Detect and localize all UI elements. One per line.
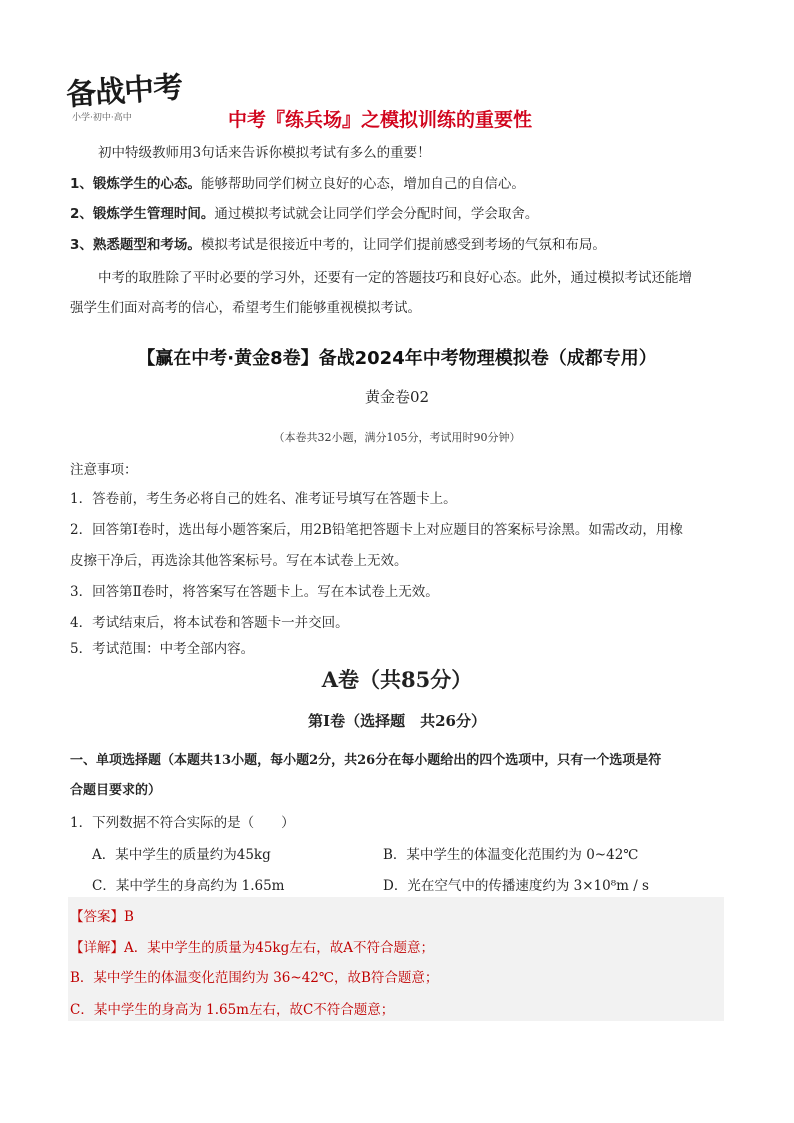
answer-label: 【答案】B xyxy=(70,909,134,925)
point-2 xyxy=(70,203,730,225)
section-i-heading: 第Ⅰ卷（选择题 共26分） xyxy=(308,712,486,730)
option-a: A．某中学生的质量约为45kg xyxy=(92,847,271,863)
point-3-text: 模拟考试是很接近中考的，让同学们提前感受到考场的气氛和布局。 xyxy=(200,237,606,253)
notice-1: 1．答卷前，考生务必将自己的姓名、准考证号填写在答题卡上。 xyxy=(70,491,457,507)
point-1-label: 1、锻炼学生的心态。 xyxy=(70,176,201,192)
notice-2: 2．回答第Ⅰ卷时，选出每小题答案后，用2B铅笔把答题卡上对应题目的答案标号涂黑。如需改动，用橡 xyxy=(70,522,683,538)
logo xyxy=(66,66,220,128)
option-d: D．光在空气中的传播速度约为 3×10⁸m / s xyxy=(383,878,649,894)
exam-title: 【赢在中考·黄金8卷】备战2024年中考物理模拟卷（成都专用） xyxy=(137,348,657,369)
point-2-text: 通过模拟考试就会让同学们学会分配时间，学会取舍。 xyxy=(214,206,539,222)
point-2-label: 2、锻炼学生管理时间。 xyxy=(70,206,215,222)
section-a-heading: A卷（共85分） xyxy=(321,667,473,692)
point-3 xyxy=(70,234,730,256)
logo-text: 备战中考 xyxy=(65,69,184,113)
point-3-label: 3、熟悉题型和考场。 xyxy=(70,237,201,253)
notice-heading: 注意事项： xyxy=(70,462,138,478)
detail-line-2: B．某中学生的体温变化范围约为 36~42℃，故B符合题意； xyxy=(70,970,439,986)
question-1: 1．下列数据不符合实际的是（ ） xyxy=(70,815,295,831)
part-heading-2: 合题目要求的） xyxy=(70,783,162,798)
notice-3: 3．回答第Ⅱ卷时，将答案写在答题卡上。写在本试卷上无效。 xyxy=(70,584,439,600)
intro-text: 初中特级教师用3句话来告诉你模拟考试有多么的重要！ xyxy=(98,145,431,161)
option-b: B．某中学生的体温变化范围约为 0~42℃ xyxy=(383,847,639,863)
part-heading-1: 一、单项选择题（本题共13小题，每小题2分，共26分在每小题给出的四个选项中，只有一个选项是符 xyxy=(70,753,662,768)
detail-line-3: C．某中学生的身高为 1.65m左右，故C不符合题意； xyxy=(70,1002,395,1018)
exam-subtitle: 黄金卷02 xyxy=(364,388,430,406)
point-1-text: 能够帮助同学们树立良好的心态，增加自己的自信心。 xyxy=(200,176,525,192)
banner-title: 中考『练兵场』之模拟训练的重要性 xyxy=(228,109,533,131)
detail-line-1: 【详解】A．某中学生的质量为45kg左右，故A不符合题意； xyxy=(70,940,434,956)
conclusion-line-1: 中考的取胜除了平时必要的学习外，还要有一定的答题技巧和良好心态。此外，通过模拟考试还能增 xyxy=(98,270,692,286)
point-1 xyxy=(70,173,730,195)
notice-4: 4．考试结束后，将本试卷和答题卡一并交回。 xyxy=(70,615,349,631)
conclusion-line-2: 强学生们面对高考的信心，希望考生们能够重视模拟考试。 xyxy=(70,300,421,316)
notice-5: 5．考试范围：中考全部内容。 xyxy=(70,641,255,657)
notice-2-cont: 皮擦干净后，再选涂其他答案标号。写在本试卷上无效。 xyxy=(70,553,408,569)
logo-subtext: 小学·初中·高中 xyxy=(72,113,132,123)
option-c: C．某中学生的身高约为 1.65m xyxy=(92,878,285,894)
exam-note: （本卷共32小题，满分105分，考试用时90分钟） xyxy=(273,431,521,444)
